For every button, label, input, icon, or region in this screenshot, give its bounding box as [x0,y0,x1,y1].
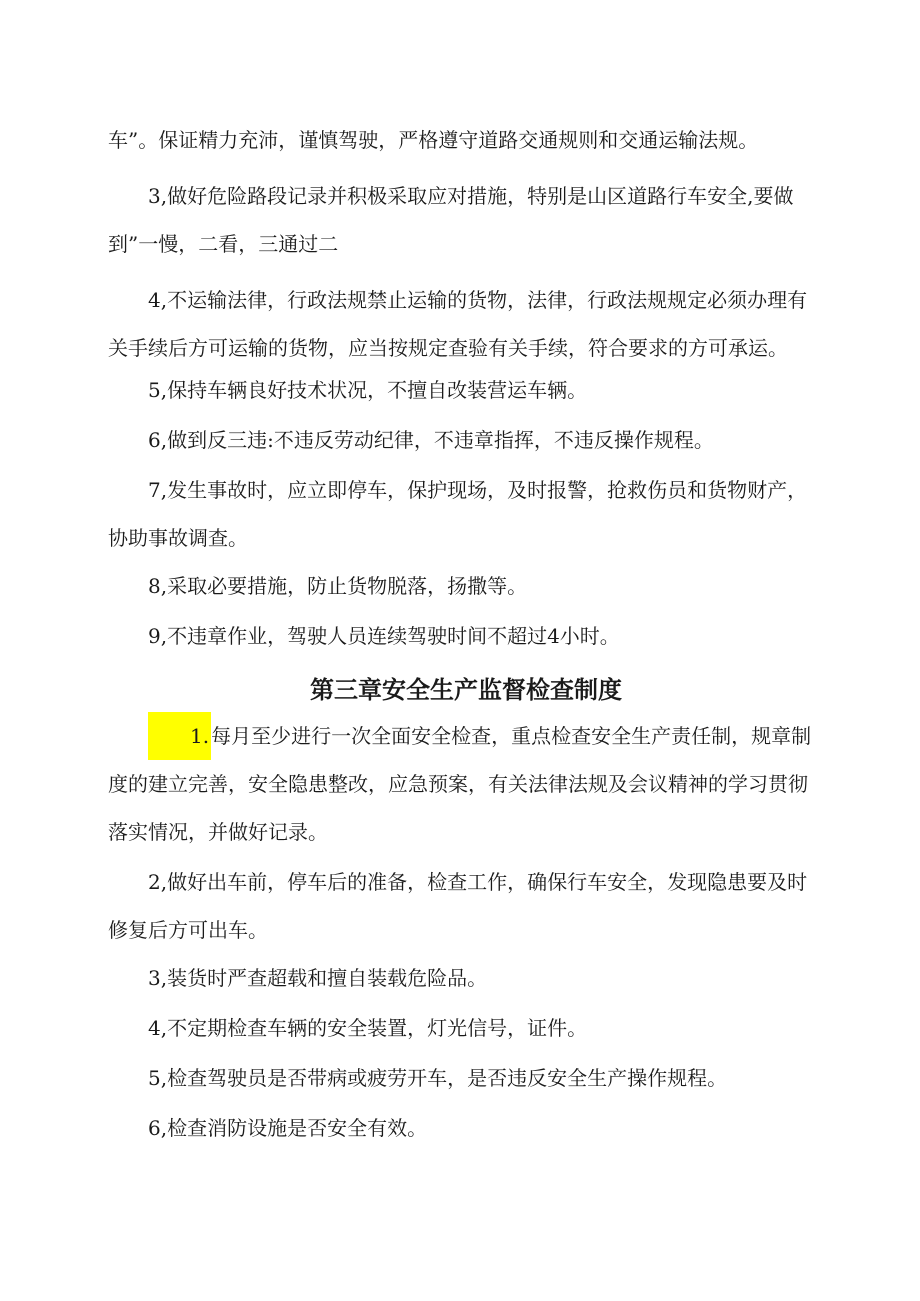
paragraph-continuation: 车”。保证精力充沛，谨慎驾驶，严格遵守道路交通规则和交通运输法规。 [108,128,759,152]
paragraph-check-5: 5,检查驾驶员是否带病或疲劳开车，是否违反安全生产操作规程。 [148,1066,728,1090]
paragraph-check-1-text: 每月至少进行一次全面安全检查，重点检查安全生产责任制，规章制度的建立完善，安全隐患整改，应急预案，有关法律法规及会议精神的学习贯彻落实情况，并做好记录。 [108,724,812,844]
paragraph-check-4: 4,不定期检查车辆的安全装置，灯光信号，证件。 [148,1016,588,1040]
paragraph-item-6: 6,做到反三违:不违反劳动纪律，不违章指挥，不违反操作规程。 [148,428,714,452]
paragraph-check-1 [108,712,824,856]
paragraph-check-6: 6,检查消防设施是否安全有效。 [148,1116,428,1140]
paragraph-item-5: 5,保持车辆良好技术状况，不擅自改装营运车辆。 [148,378,588,402]
paragraph-check-3: 3,装货时严查超载和擅自装载危险品。 [148,966,488,990]
paragraph-check-2: 2,做好出车前，停车后的准备，检查工作，确保行车安全，发现隐患要及时修复后方可出车。 [108,870,808,942]
highlighted-item-number: 1. [148,712,211,760]
paragraph-item-7: 7,发生事故时，应立即停车，保护现场，及时报警，抢救伤员和货物财产，协助事故调查。 [108,478,808,550]
paragraph-item-8: 8,采取必要措施，防止货物脱落，扬撒等。 [148,574,528,598]
paragraph-item-9: 9,不违章作业，驾驶人员连续驾驶时间不超过4小时。 [148,624,620,648]
paragraph-item-4: 4,不运输法律，行政法规禁止运输的货物，法律，行政法规规定必须办理有关手续后方可运输的货物，应当按规定查验有关手续，符合要求的方可承运。 [108,288,808,360]
paragraph-item-3: 3,做好危险路段记录并积极采取应对措施，特别是山区道路行车安全,要做到”一慢，二看，三通过二 [108,184,794,256]
chapter-heading: 第三章安全生产监督检查制度 [310,676,622,704]
